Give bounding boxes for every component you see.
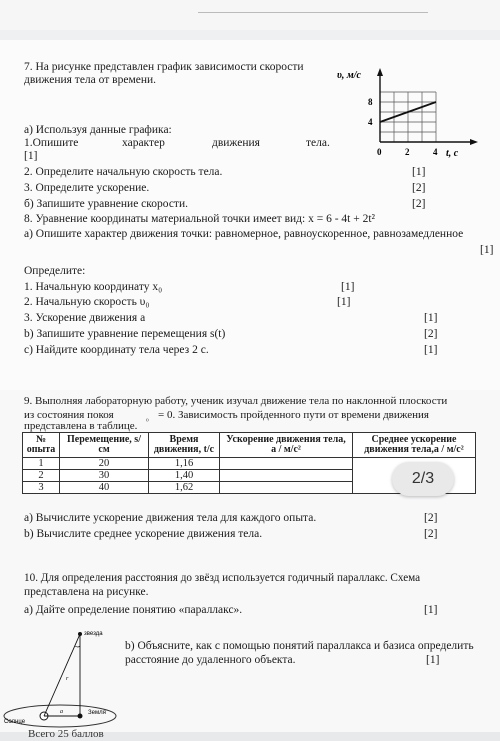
- q7-a1-word1: 1.Опишите: [24, 137, 79, 149]
- q7-a1-word3: движения: [212, 137, 260, 149]
- q7-q2: 2. Определите начальную скорость тела.: [24, 166, 223, 178]
- top-strip: [0, 0, 500, 30]
- cell-number: 1: [23, 458, 60, 470]
- graph-ylabel: υ, м/с: [337, 70, 361, 81]
- cell-number: 3: [23, 482, 60, 494]
- q8-i1-mark: [1]: [341, 281, 355, 293]
- q10-line2: представлена на рисунке.: [24, 586, 149, 598]
- graph-ytick-8: 8: [368, 97, 373, 107]
- q7-qb: б) Запишите уравнение скорости.: [24, 198, 188, 210]
- page-indicator[interactable]: 2/3: [392, 462, 454, 496]
- q8-a-mark: [1]: [480, 244, 494, 256]
- q7-a1-word2: характер: [122, 137, 165, 149]
- header-cell-number: № опыта: [23, 433, 60, 458]
- q9-qa: a) Вычислите ускорение движения тела для каждого опыта.: [24, 512, 317, 524]
- graph-xtick-4: 4: [433, 147, 438, 157]
- q8-i3: 3. Ускорение движения а: [24, 312, 146, 324]
- q8-ib-mark: [2]: [424, 328, 438, 340]
- graph-xlabel: t, с: [446, 148, 459, 159]
- q9-line3: представлена в таблице.: [24, 420, 138, 432]
- header-cell-displacement: Перемещение, s/см: [60, 433, 149, 458]
- q7-title-line1: 7. На рисунке представлен график зависимости скорости: [24, 61, 304, 73]
- q10-line1: 10. Для определения расстояния до звёзд используется годичный параллакс. Схема: [24, 572, 421, 584]
- label-star: звезда: [84, 631, 103, 637]
- cell-acceleration: [220, 482, 353, 494]
- q9-line2-a: из состояния покоя: [24, 409, 114, 421]
- cell-displacement: 20: [60, 458, 149, 470]
- cell-time: 1,16: [149, 458, 220, 470]
- q8-i2: 2. Начальную скорость υ₀: [24, 296, 150, 308]
- graph-ytick-4: 4: [368, 117, 373, 127]
- q8-i2-mark: [1]: [337, 296, 351, 308]
- label-a: a: [60, 709, 63, 715]
- q7-title-line2: движения тела от времени.: [24, 74, 157, 86]
- q8-ic: c) Найдите координату тела через 2 с.: [24, 344, 209, 356]
- cell-number: 2: [23, 470, 60, 482]
- parallax-diagram: [0, 624, 125, 732]
- graph-xtick-2: 2: [405, 147, 410, 157]
- q9-qa-mark: [2]: [424, 512, 438, 524]
- cell-time: 1,40: [149, 470, 220, 482]
- q10-qa-mark: [1]: [424, 604, 438, 616]
- footer-cut-text: Всего 25 баллов: [28, 728, 104, 740]
- q7-a1-mark: [1]: [24, 150, 38, 162]
- q9-line2-c: = 0. Зависимость пройденного пути от времени движения: [158, 409, 429, 421]
- table-header-row: [23, 433, 476, 458]
- header-cell-time: Время движения, t/с: [149, 433, 220, 458]
- q9-line1: 9. Выполняя лабораторную работу, ученик изучал движение тела по наклонной плоскости: [24, 395, 448, 407]
- q9-qb-mark: [2]: [424, 528, 438, 540]
- q8-define: Определите:: [24, 265, 86, 277]
- cell-time: 1,62: [149, 482, 220, 494]
- label-earth: Земля: [88, 710, 106, 716]
- q9-qb: b) Вычислите среднее ускорение движения тела.: [24, 528, 263, 540]
- cell-acceleration: [220, 458, 353, 470]
- cell-displacement: 30: [60, 470, 149, 482]
- velocity-time-graph: [337, 64, 488, 160]
- q9-line2-subscript: ₀: [146, 413, 149, 422]
- q8-a: а) Опишите характер движения точки: равномерное, равноускоренное, равнозамедленное: [24, 228, 464, 240]
- label-sun: Солнце: [4, 719, 26, 725]
- q8-title: 8. Уравнение координаты материальной точки имеет вид: x = 6 - 4t + 2t²: [24, 213, 375, 225]
- q10-qb-line2: расстояние до удаленного объекта.: [125, 654, 296, 666]
- q8-ic-mark: [1]: [424, 344, 438, 356]
- q7-q2-mark: [1]: [412, 166, 426, 178]
- q7-a1-word4: тела.: [306, 137, 330, 149]
- divider: [198, 12, 428, 13]
- q7-q3-mark: [2]: [412, 182, 426, 194]
- q7-a-intro: а) Используя данные графика:: [24, 124, 172, 136]
- label-r: r: [66, 676, 69, 682]
- q8-i1: 1. Начальную координату x₀: [24, 281, 163, 293]
- q10-qb-line1: b) Объясните, как с помощью понятий параллакса и базиса определить: [125, 640, 474, 652]
- q10-qb-mark: [1]: [426, 654, 440, 666]
- header-cell-avg-acceleration: Среднее ускорение движения тела,а / м/с²: [353, 433, 476, 458]
- q10-qa: а) Дайте определение понятию «параллакс».: [24, 604, 243, 616]
- graph-xtick-0: 0: [377, 147, 382, 157]
- bottom-cutoff: [0, 728, 500, 741]
- cell-acceleration: [220, 470, 353, 482]
- q7-q3: 3. Определите ускорение.: [24, 182, 150, 194]
- q7-qb-mark: [2]: [412, 198, 426, 210]
- q8-ib: b) Запишите уравнение перемещения s(t): [24, 328, 226, 340]
- header-cell-acceleration: Ускорение движения тела, а / м/с²: [220, 433, 353, 458]
- q8-i3-mark: [1]: [424, 312, 438, 324]
- cell-displacement: 40: [60, 482, 149, 494]
